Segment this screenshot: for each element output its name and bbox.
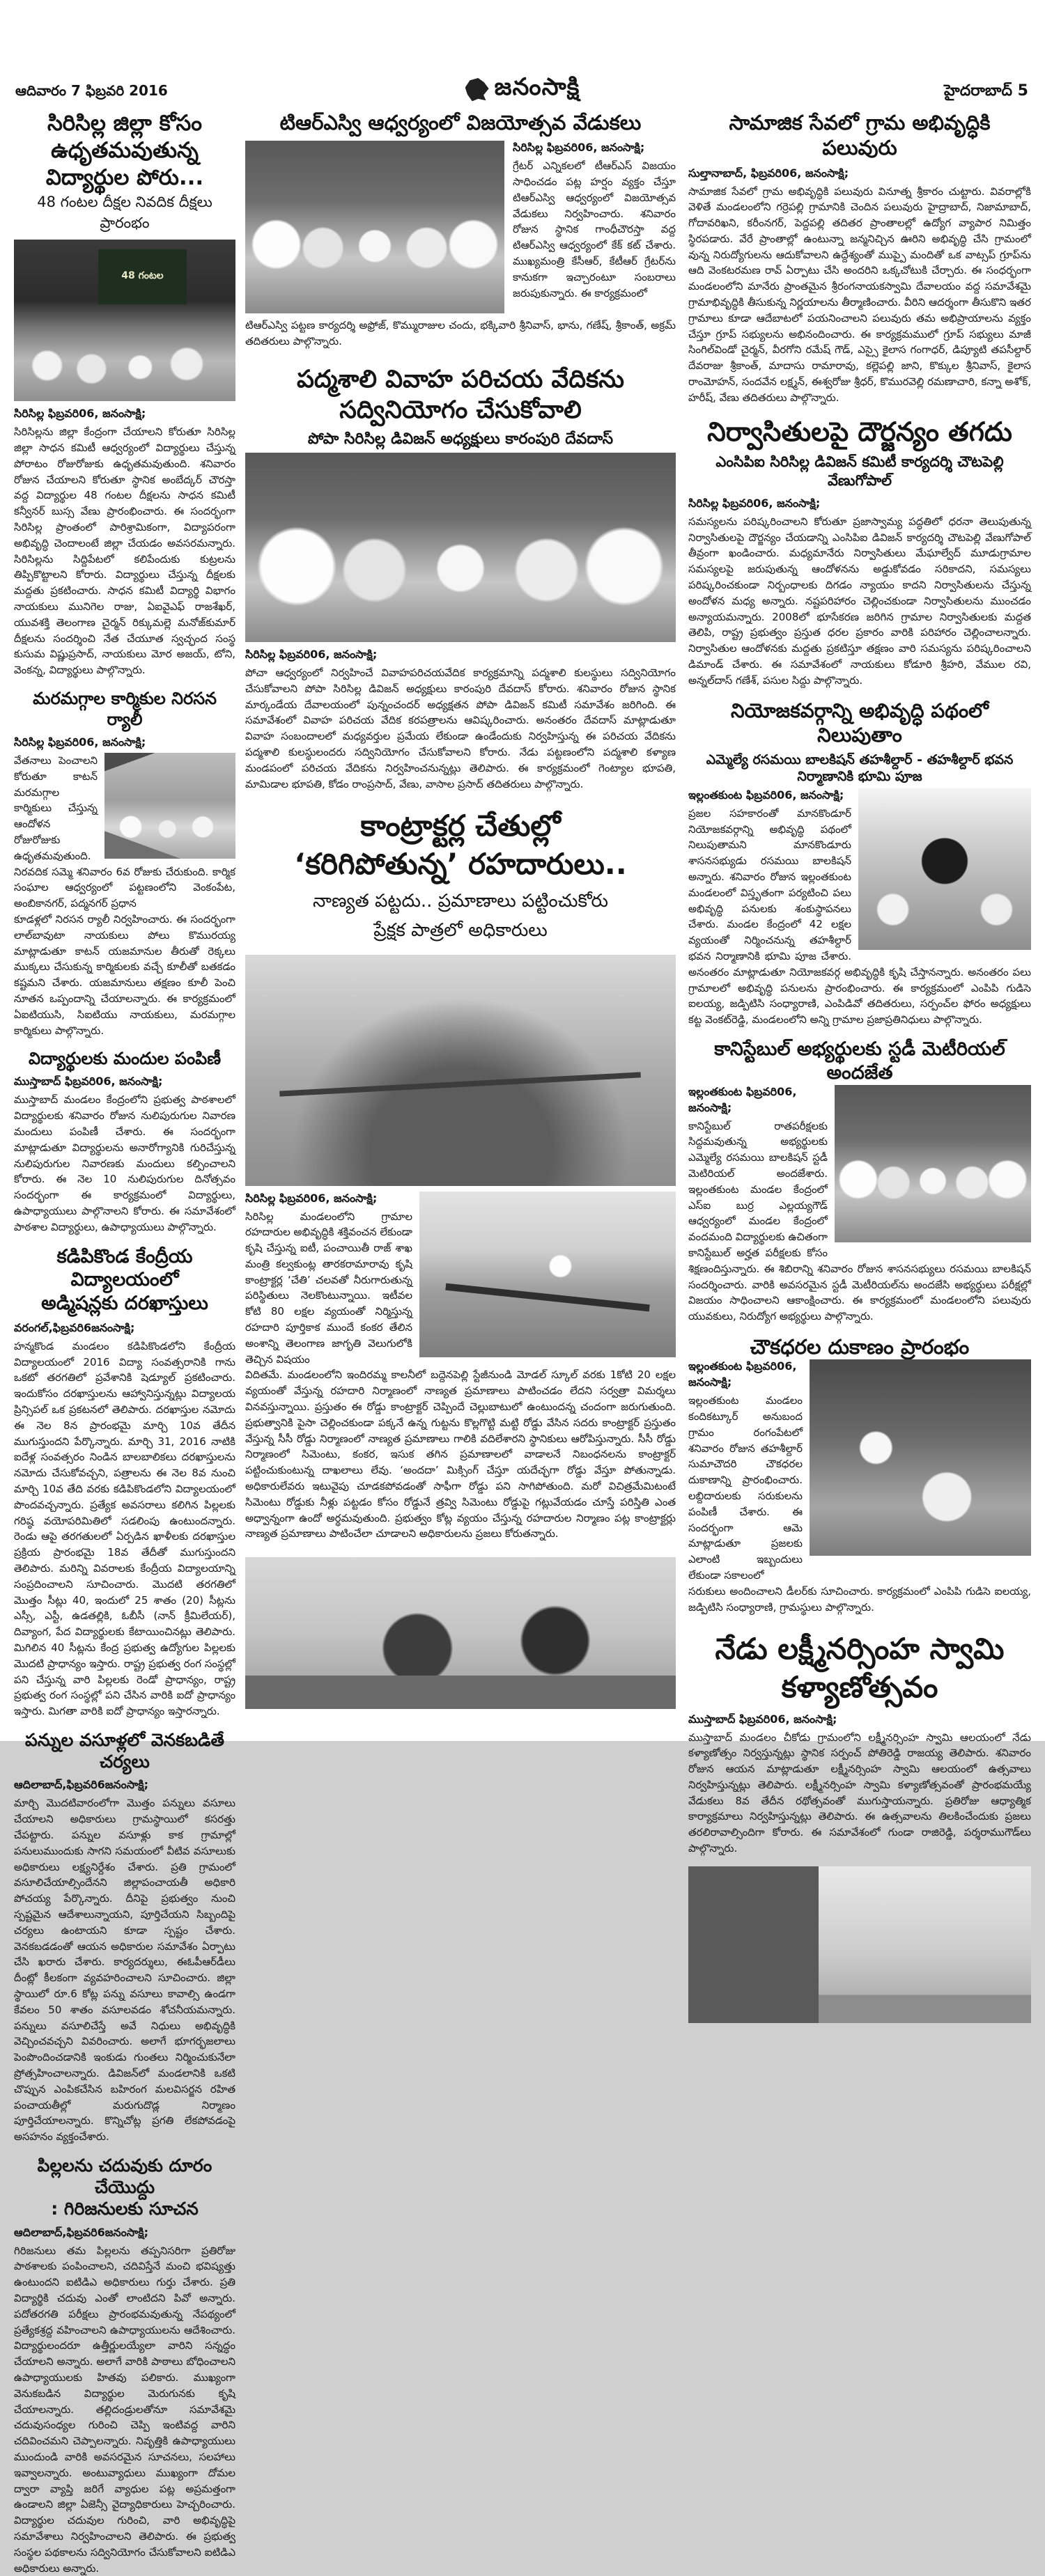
article-headline: కళ్యాణోత్సవం [781, 1669, 938, 1704]
article-body: గిరిజనులు తమ పిల్లలను తప్పనిసరిగా ప్రతిరోజు పాఠశాలకు పంపించాలని, చదివిస్తేనే మంచి భవిష్యత్తు ఉంటుందని ఐటిడిఎ అధికారులు గుర్తు చేశారు. ప్రతి విద్యార్థికి చదువు ఎంతో లాంటిదని పివో అన్నారు. పదోతరగతి పరీక్షలు ప్రారంభమవుతున్న నేపథ్యంలో ప్రత్యేకశ్రద్ద వహించాలని ఉపాధ్యాయులను ఆదేశించారు. విద్యార్థులందరూ ఉత్తీర్ణులయ్యేలా వారిని సన్నద్ధం చేయాలని అన్నారు. అలాగే వారికి పాఠాలు బోధించాలని ఉపాధ్యాయులకు హితవు పలికారు. ముఖ్యంగా వెనుకబడిన విద్యార్థుల మెరుగునకు కృషి చేయాలన్నారు. తల్లిదండ్రులతోనూ సమావేశమై చదువుసంధ్యల గురించి చెప్పి ఇంటివద్ద వారిని చదివించమని చెప్పాలన్నారు. నివృత్తికి ఉపాధ్యాయులు ముందుండి వారికి అవసరమైన సూచనలు, సలహాలు ఇవ్వాలన్నారు. అంటువ్యాధులు ముఖ్యంగా దోమల ద్వారా వ్యాప్తి జరిగే వ్యాధుల పట్ల అప్రమత్తంగా ఉండాలని జిల్లా ఏజెన్సీ వైద్యాధికారులు హెచ్చరించారు. విద్యార్థుల చదువుల గురించి, వారి అభివృద్ధిపై సమావేశాలు నిర్వహించాలని తెలిపారు. ఈ ప్రభుత్వ సంస్థల పథకాలను సద్వినియోగం చేసుకోవాలని ఐటిడిఎ అధికారులు అన్నారు. [14, 2244, 235, 2575]
article-subhead: ఎంసిపిఐ సిరిసిల్ల డివిజన్ కమిటీ కార్యదర్శి చౌటపెల్లి వేణుగోపాల్ [715, 453, 1004, 490]
dateline: సిరిసిల్ల ఫిబ్రవరి06, జనంసాక్షి; [513, 141, 645, 155]
dateline: సుల్తానాబాద్, ఫిబ్రవరి06, జనంసాక్షి; [688, 166, 849, 180]
dateline: ముస్తాబాద్ ఫిబ్రవరి06, జనంసాక్షి; [688, 1712, 837, 1726]
article-body: సరుకులు అందించాలని డీలర్‌కు సూచించారు. కార్యక్రమంలో ఎంపిపి గుడిసె ఐలయ్య, జడ్పిటిసి సంధ్యారాణి, గ్రామస్థులు పాల్గొన్నారు. [688, 1584, 1031, 1614]
article-body: మార్చి మొదటివారంలోగా మొత్తం పన్నులు వసూలు చేయాలని అధికారులు గ్రామస్థాయిలో కసరత్తు చేపట్టారు. పన్నుల వసూళ్లు కాక గ్రామాల్లో పనులుముందుకు సాగని సమయంలో వీటివ వసూలుకు అధికారులు లక్ష్యనిర్దేశం చేశారు. ప్రతి గ్రామంలో వసూలిచేయాల్సిందేనని జిల్లాపంచాయతీ అధికారి పోచయ్య పేర్కొన్నారు. దీనిపై ప్రభుత్వం నుంచి స్పష్టమైన ఆదేశాలున్నాయని, పూర్తిచేయని సిబ్బందిపై చర్యలు ఉంటాయని కూడా స్పష్టం చేశారు. వెనకబడడంతో ఆయన అధికారుల సమావేశం ఏర్పాటు చేసి ఖరారు చేశారు. కార్యదర్శులు, ఈఓపీఆర్‌డీలు దీంట్లో కీలకంగా వ్యవహరించాలని సూచించారు. జిల్లా స్థాయిలో రూ.6 కోట్ల పన్ను వసూలు కావాల్సి ఉండగా కేవలం 50 శాతం వసూలవడం శోచనీయమన్నారు. పన్నులు వసూలిచేస్తే అవే నిధులు అభివృద్ధికి వెచ్చించవచ్చని వివరించారు. అలాగే భూగర్భజలాలు పెంపొందించడానికి ఇంకుడు గుంతలు నిర్మించుకునేలా ప్రోత్సహించాలన్నారు. డివిజన్‌లో మండలానికి ఒకటి చొప్పున ఎంపికచేసిన బహిరంగ మలవిసర్జన రహిత పంచాయతీల్లో మరుగుదొడ్ల నిర్మాణం పూర్తిచేయాలన్నారు. కొన్నిచోట్ల ప్రగతి లేకపోవడంపై అసహనం వ్యక్తంచేశారు. [14, 1797, 235, 2144]
masthead-logo-icon [465, 78, 489, 102]
dateline: సిరిసిల్ల ఫిబ్రవరి06, జనంసాక్షి; [245, 647, 378, 661]
article-body: కానిస్టేబుల్ రాతపరీక్షలకు సిద్దమవుతున్న అభ్యర్థులకు ఎమ్మెల్యే రసమయి బాలకిషన్ స్టడీ మెటిరియల్ అందజేశారు. ఇల్లంతకుంట మండల కేంద్రంలో ఎస్ఐ బుర్ర ఎల్లయ్యగౌడ్ ఆధ్వర్యంలో మండల కేంద్రంలో వందమంది విద్యార్థులకు ఉచితంగా కానిస్టేబుల్ అర్హత పరీక్షలకు కోసం శిక్షణందిస్తున్నారు. ఈ శిబిరాన్ని శనివారం రోజున శాసనసభ్యులు రసమయి బాలకిషన్ సందర్శించారు. వారికి అవసరమైన స్టడీ మెటీరియల్‌ను అందజేసి అభ్యర్థులు పరీక్షల్లో విజయం సాధించాలని ఆకాంక్షించారు. ఈ కార్యక్రమంలో మండలంలోని పలువురు యువకులు, నిరుద్యోగ అభ్యర్థులు పాల్గొన్నారు. [688, 1119, 1031, 1323]
photo-study-material [835, 1085, 1031, 1242]
article-body: ప్రజల సహకారంతో మానకొండూర్ నియోజకవర్గాన్ని అభివృద్ధి పథంలో నిలుపుతామని మానకొండూరు శాసనసభ్యుడు రసమయి బాలకిషన్ అన్నారు. శనివారం రోజున ఇల్లంతకుంట మండలంలో విస్తృతంగా పర్యటించి పలు అభివృద్ధి పనులకు శంకుస్థాపనలు చేశారు. మండల కేంద్రంలో 42 లక్షల వ్యయంతో నిర్మించనున్న తహశీల్దార్ భవన నిర్మాణానికి భూమి పూజ చేశారు. అనంతరం మాట్లాడుతూ నియోజకవర్గ అభివృద్ధికి కృషి చేస్తానన్నారు. అనంతరం పలు గ్రామాలలో అభివృద్ధి పనులను ప్రారంభించారు. ఈ కార్యక్రమంలో ఎంపిపి గుడిసె ఐలయ్య, జడ్పిటిసి సంధ్యారాణి, ఎంపిడివో తదితరులు, సర్పంచ్‌ల ఫోరం అధ్యక్షులు కట్ట వెంకట్‌రెడ్డి, మండలంలోని అన్ని గ్రామాల ప్రజాప్రతినిధులు పాల్గొన్నారు. [688, 806, 1031, 1027]
photo-padmashali-meeting [245, 453, 676, 642]
article-headline: సిరిసిల్ల జిల్లా కోసం [47, 111, 202, 136]
dateline: ఆదిలాబాద్,ఫిబ్రవరి6జనంసాక్షి; [14, 1778, 149, 1792]
article-headline: నిర్వాసితులపై దౌర్జన్యం తగదు [707, 416, 1012, 447]
city-page-number: హైదరాబాద్ 5 [944, 82, 1028, 100]
article-headline: సద్వినియోగం చేసుకోవాలి [339, 396, 582, 424]
article-body: సమస్యలను పరిష్కరించాలని కోరుతూ ప్రజాస్వామ్య పద్ధతిలో ధరనా తెలుపుతున్న నిర్వాసితులపై దౌర్జన్యం చేయడాన్ని ఎంసిపిఐ డివిజన్ కార్యదర్శి చౌటపెల్లి వేణుగోపాల్ తీవ్రంగా ఖండించారు. మధ్యమానేరు నిర్వాసితులు మేఘాల్వేద్ మూడుగ్రామాల సమస్యలపై జరుపుతున్న ఆందోళనను అడ్డుకోవడం సరికాదని, సమస్యలు పరిష్కరించకుండా నిర్బంధాలకు దిగడం న్యాయం కాదని నిర్వాసితులను చేస్తున్న అందోళన మధ్య అన్నారు. నష్టపరిహారం చెల్లించకుండా నిర్వాసితులను ముంచడం అన్యాయమన్నారు. 2008లో భూసేకరణ జరిగిన గ్రామాల నిర్వాసితులకు మద్దత తెలిపి, రాష్ట్ర ప్రభుత్వం ప్రస్తుత ధరల ప్రకారం వారికి పరిహారం చెల్లించాలన్నారు. నిర్వాసితుల ఆందోళనకు మద్దతు ప్రకటిస్తూ తక్షణం వారి సమస్యను పరిష్కరించాలని డిమాండ్ చేశారు. ఈ సమావేశంలో నాయకులు కోడూరి శ్రీహరి, వేముల రవి, అన్నల్‌దాస్ గణేశ్, పసుల సిద్దు పాల్గొన్నారు. [688, 515, 1031, 687]
article-body: విదితమే. మండలంలోని ఇందిరమ్మ కాలనీలో బద్దెనపెల్లి స్టేజీనుండి మోడల్ స్కూల్ వరకు 1కోటి 20 లక్షల వ్యయంతో వేస్తున్న రహదారి నిర్మాణంలో నాణ్యత ప్రమాణాలు పాటించడం లేదని సర్వత్రా విమర్శలు వినవస్తున్నాయి. ప్రస్తుతం ఈ రోడ్డు కాంట్రాక్టర్ చెప్పిందే చెల్లుబాటులో ఉంటుందన్న చందంగా జరుగుతుంది. ప్రభుత్వానికి పైసా చెల్లించకుండా పక్కనే ఉన్న గుట్టను కొల్లగొట్టి మట్టి రోడ్డు వేసిన సదరు కాంట్రాక్టర్ ప్రస్తుతం వేస్తున్న సీసీ రోడ్డు నిర్మాణంలో నాణ్యత ప్రమాణాలు గాలికి వదిలేశారని స్థానికులు ఆరోపిస్తున్నారు. సీసీ రోడ్డు నిర్మాణంలో సిమెంటు, కంకర, ఇసుక తగిన ప్రమాణాలలో వాడాలనే నిబంధనలను కాంట్రాక్టర్ పట్టించుకుంటున్న దాఖలాలు లేవు. ‘అందదా’ మిక్సింగ్ చేస్తూ యదేచ్ఛగా రోడ్డు వేస్తూ పోతున్నాడు. అధికారులేవరు ఇటువైపు చూడకపోవడంతో సాఫీగా రోడ్డు పని సాగిపోతుంది. మరో విచిత్రమేమిటంటే సిమెంటు రోడ్డుకు నీళ్లు పట్టడం కోసం రోడ్డునే త్రవ్వి సిమెంటు రోడ్డుపై గట్లువేయడం చూస్తే పరిస్తితి ఎంత అధ్వాన్నంగా ఉందో అర్థమవుతుంది. ప్రభుత్వం కోట్ల వ్యయం చేస్తున్న రహదారుల నిర్మాణం పట్ల కాంట్రాక్టర్లు నాణ్యత ప్రమాణాలు పాటించేలా చూడాలని అధికారులను ప్రజలు కోరుతన్నారు. [245, 1368, 676, 1540]
article-headline: నియోజకవర్గాన్ని అభివృద్ధి పథంలో నిలుపుతాం [730, 698, 989, 747]
article-subhead: పోపా సిరిసిల్ల డివిజన్ అధ్యక్షులు కారంపురి దేవదాస్ [307, 430, 614, 448]
dateline: ముస్తాబాద్ ఫిబ్రవరి06, జనంసాక్షి; [14, 1075, 163, 1088]
article-body: సామాజిక సేవలో గ్రామ అభివృద్ధికి పలువురు వినూత్న శ్రీకారం చుట్టారు. వివరాల్లోకి వెళితే మండలంలోని గర్రెపల్లి గ్రామానికి చెందిన పలువురు హైద్రాబాద్, నిజామాబాద్, గోదావరిఖని, కరీంనగర్, పెద్దపల్లి తదితర ప్రాంతాలల్లో ఉద్యోగ వ్యాపార నిమిత్తం స్థిరపడారు. వేరే ప్రాంతాల్లో ఉంటున్నా జన్మనిచ్చిన ఊరిని అభివృద్ధి చేసి గ్రామంలో వున్న నిరుద్యోగులను ఆదుకోవాలని ఉద్దేశ్యంతో ముప్పై మందితో ఒక వాట్సప్ గ్రూప్‌ను ఆది వెంకటరమణ రావ్ ఏర్పాటు చేసి అందరిని ఒక్కచోటుకి చేర్చారు. ఈ సంధర్భంగా మండలంలోని మానేరు ప్రాంతమైన శ్రీరంగనాయకస్వామి దేవాలయం వద్ద సమావేశమై గ్రామాభివృద్ధికి తీసుకున్న నిర్ణయాలను తీర్మాణించారు. వీరిని ఆదర్శంగా తీసుకొని ఇతర గ్రామాలు కూడా ఆదేబాటలో పయనించాలని పలువురు తమ అభిప్రాయాలను వ్యక్తం చేస్తూ గ్రూప్ సభ్యులను అభినందించారు. ఈ కార్యక్రమములో గ్రూప్ సభ్యులు మాజీ సింగిల్‌విండో చైర్మన్, వీరగోని రమేష్ గౌడ్, ఎస్సై కైలాస గంగాధర్, డిప్యూటి తపసీల్దార్ దేవరాజు శ్రీకాంత్, మాదాసు రామారావు, కల్లెపల్లి జాని, కొక్కుల శ్రీనివాస్, కైలాస రాంమోహన్, సందవేన లక్ష్మన్, ఈశ్వరోజు శ్రీధర్, కొమురవెల్లి రమణాచారి, కన్నా అశోక్, హరీష్, వేణు తదితరులు పాల్గొన్నారు. [688, 185, 1031, 404]
photo-road-inspection [419, 1192, 676, 1357]
dateline: సిరిసిల్ల ఫిబ్రవరి06, జనంసాక్షి; [688, 496, 821, 510]
article-body: ముస్తాబాద్ మండలం చీకోడు గ్రామంలోని లక్ష్మీనర్సింహ స్వామి ఆలయంలో నేడు కళ్యాణోత్సం నిర్వస్తున్నట్లు స్థానిక సర్పంచ్ పోతిరెడ్డి రాజయ్య తెలిపారు. శనివారం రోజున ఆయన మాట్లాడుతూ లక్ష్మీనర్సింహ స్వామి ఆలయంలో ఉత్సవాలు నిర్వహిస్తున్నట్లు తెలిపారు. లక్ష్మీనర్సింహ స్వామి కళ్యాణోత్సవంతో ప్రారంభమయ్యే వేడుకలు 8వ తేదీన రథోత్సవంతో ముగుస్తాయన్నారు. ప్రతిరోజు ఆధ్యాత్మిక కార్యాక్రమాలు నిర్వహిస్తున్నట్లు తెలిపారు. ఈ ఉత్సవాలను తిలకించేందుకు ప్రజలు తరలిరావాల్సిందిగా కోరారు. ఈ సమావేశంలో గుండా రాజిరెడ్డి, పర్శరాముగౌడ్‌లు పాల్గొన్నారు. [688, 1731, 1031, 1855]
dateline: వరంగల్,ఫిబ్రవరి6జనంసాక్షి; [14, 1320, 135, 1334]
dateline: ఇల్లంతకుంట ఫిబ్రవరి06, జనంసాక్షి; [688, 788, 844, 802]
photo-bhoomi-pooja [858, 788, 1031, 950]
article-headline: పద్మశాలి వివాహ పరిచయ వేదికను [297, 365, 624, 393]
masthead [0, 73, 1045, 107]
article-body: పోచా ఆధ్వర్యంలో నిర్వహించే వివాహపరిచయవేదిక కార్యక్రమాన్ని పద్మశాలి కులస్థులు సద్వినియోగం చేసుకోవాలని పోపా సిరిసిల్ల డివిజన్ అధ్యక్షులు కారంపురి దేవదాస్ కోరారు. శనివారం రోజున స్థానిక మార్కండేయ దేవాలయంలో పున్నంచందర్ అధ్యక్షతన పోపా డివిజన్ కమిటీ సమావేశం జరిగింది. ఈ సమావేశంలో వివాహ పరిచయ వేదిక కరపత్రాలను ఆవిష్కరించారు. అనంతరం దేవదాస్ మాట్లాడుతూ వివాహ సంబందాలలో మధ్యవర్తుల ప్రమేయ లేకుండా ఉండేందుకు నిర్వహిస్తున్న ఈ పరిచయ వేదికను పద్మశాలి కులస్థులందరు సద్వినియోగం చేసుకోవాలని కోరారు. నేడు పట్టణంలోని పద్మశాలి కళ్యాణ మండపంలో పరిచయ వేదికను నిర్వహించనున్నట్లు తెలిపారు. ఈ కార్యక్రమంలో గెంట్యాల భూపతి, మామిడాల భూపతి, కోడం రాంప్రసాద్, వేణు, వాసాల ప్రసాద్ తదితరులు పాల్గొన్నారు. [245, 666, 676, 790]
article-body: సిరిసిల్లను జిల్లా కేంద్రంగా చేయాలని కోరుతూ సిరిసిల్ల జిల్లా సాధన కమిటీ ఆధ్వర్యంలో విద్యార్థులు చేస్తున్న పోరాటం రోజురోజుకు ఉధృతమవుతుంది. శనివారం రోజున చేయాలని కోరుతూ స్థానిక అంబేద్కర్ చౌరస్తా వద్ద విద్యార్థుల 48 గంటల దీక్షలను సాధన కమిటీ కన్వీనర్ బుస్స వేణు ప్రారంభించారు. ఈ సందర్భంగా సిరిసిల్ల ప్రాంతంలో పారిశ్రామికంగా, విద్యాపరంగా అభివృద్ధి చెందాలంటే జిల్లా చేయడం అవసరమన్నారు. సిరిసిల్లను సిద్దిపేటలో కలిపేందుకు కుట్రలను తిప్పికొట్టాలని కోరారు. విద్యార్థులు చేస్తున్న దీక్షలకు మద్దతు ప్రకటించారు. సాధన కమిటీ విద్యార్థి విభాగం నాయకులు మునిగెల రాజు, ఏఐవైఎఫ్ రాజశేఖర్, యువశక్తి తెలంగాణ చైర్మన్ రిక్కుమల్లె మనోజ్‌కుమార్ దీక్షలను సందర్శించి నేత చేయూత స్వచ్ఛంద సంస్థ కుసుమ విష్ణుప్రసాద్, నాయకులు మోర అజయ్, టోని, వెంకన్న, విద్యార్థులు పాల్గొన్నారు. [14, 426, 235, 677]
article-body: వేతనాలు పెంచాలని కోరుతూ కాటన్ మరమగ్గాల కార్మికులు చేస్తున్న ఆందోళన రోజురోజుకు ఉధృతమవుతుంది. నిరవదిక సమ్మె శనివారం 6వ రోజుకు చేరుకుంది. కార్మిక సంఘాల ఆధ్వర్యంలో పట్టణంలోని వెంకంపేట, అంబికానగర్, పద్మనగర్ ప్రధాన [14, 754, 235, 910]
photo-damaged-road [245, 955, 676, 1186]
article-subhead: 48 గంటల దీక్షల నివదిక దీక్షలు ప్రారంభం [37, 194, 212, 232]
article-body: సిరిసిల్ల మండలంలోని గ్రామాల రహదారుల అభివృద్ధికి శక్తివంచన లేకుండా కృషి చేస్తున్న ఐటీ, పంచాయితీ రాజ్ శాఖ మంత్రి కల్వకుంట్ల తారకరామారావు కృషి కాంట్రాక్టర్ల ‘చేతి’ చలవతో నీరుగారుతున్న పరిస్థితులు నెలకొంటున్నాయి. ఇటీవల కోటి 80 లక్షల వ్యయంతో నిర్మిస్తున్న రహదారి పూర్తికాక ముందే కంకర తేలిన అంశాన్ని తెలంగాణ జాగృతి వెలుగులోకి తెచ్చిన విషయం [245, 1210, 412, 1366]
dateline: సిరిసిల్ల ఫిబ్రవరి06, జనంసాక్షి; [14, 407, 146, 421]
article-headline: : గిరిజనులకు సూచన [51, 2199, 199, 2219]
edition-date: ఆదివారం 7 ఫిబ్రవరి 2016 [15, 82, 168, 99]
masthead-title: జనంసాక్షి [494, 73, 580, 101]
article-headline: పిల్లలను చదువుకు దూరం చేయొద్దు [37, 2155, 212, 2198]
dateline: సిరిసిల్ల ఫిబ్రవరి06, జనంసాక్షి; [14, 735, 146, 749]
article-headline: చౌకధరల దుకాణం ప్రారంభం [750, 1334, 970, 1359]
article-subhead: ఎమ్మెల్యే రసమయి బాలకిషన్ తహశీల్దార్ - తహశీల్దార్ భవన నిర్మాణానికి భూమి పూజ [706, 751, 1014, 785]
article-headline: పన్నుల వసూళ్లలో వెనకబడితే చర్యలు [25, 1729, 224, 1772]
article-body: టిఆర్ఎస్వి పట్టణ కార్యదర్శి అఫ్రోజ్, కొమ్మురాజుల చందు, భక్కివారి శ్రీనివాస్, భాను, గణేష్, శ్రీకాంత్, అక్రమ్ తదితరులు పాల్గొన్నారు. [245, 319, 676, 348]
photo-road-machinery [245, 1557, 676, 1709]
article-headline: నేడు లక్ష్మీనర్సింహ స్వామి [715, 1632, 1005, 1666]
photo-banner-text: 48 గంటల [98, 249, 187, 304]
column-right [688, 110, 1031, 1855]
article-subhead: నాణ్యత పట్టదు.. ప్రమాణాలు పట్టించుకోరు [313, 890, 608, 912]
photo-ration-shop [810, 1359, 1031, 1556]
article-body: గ్రేటర్ ఎన్నికలలో టీఆర్ఎస్ విజయం సాధించడం పట్ల హర్షం వ్యక్తం చేస్తూ టిఆర్ఎస్వి ఆధ్వర్యంలో విజయోత్సవ వేడుకలు నిర్వహించారు. శనివారం రోజున స్థానిక గాంధీచౌరస్తా వద్ద టిఆర్ఎస్వి ఆధ్వర్యంలో కేక్ కట్ చేశారు. ముఖ్యమంత్రి కేసీఆర్, కేటీఆర్ గ్రేటర్‌ను కానుకగా ఇచ్చారంటూ సంబరాలు జరుపుకున్నారు. ఈ కార్యక్రమంలో [513, 159, 676, 299]
photo-workers-rally [104, 753, 235, 859]
dateline: సిరిసిల్ల ఫిబ్రవరి06, జనంసాక్షి; [245, 1191, 378, 1205]
article-headline: విద్యార్థులకు మందుల పంపిణీ [28, 1049, 222, 1069]
article-headline: సామాజిక సేవలో గ్రామ అభివృద్ధికి పలువురు [729, 111, 991, 160]
photo-trsv-celebration [245, 141, 504, 313]
article-body: ఇల్లంతకుంట మండలం కందికట్కూర్ అనుబంద గ్రామం రంగంపేటలో శనివారం రోజున తహశీల్దార్ సుమాచౌదరి చౌకధరల దుకాణాన్ని ప్రారంభించారు. లబ్దిదారులకు సరుకులను పంపిణీ చేశారు. ఈ సందర్భంగా ఆమె మాట్లాడుతూ ప్రజలకు ఎలాంటి ఇబ్బందులు లేకుండా సకాలంలో [688, 1394, 803, 1582]
column-middle [245, 110, 676, 1733]
article-body: కూడళ్లలో నిరసన ర్యాలీ నిర్వహించారు. ఈ సందర్భంగా లాల్‌బావుటా నాయకులు పోలు కొమురయ్య మాట్లాడుతూ కాటన్ యజమానుల తీరుతో రెక్కలు ముక్కలు చేసుకున్న కార్మికులకు వచ్చే కూలీతో బతకడం కష్టమని చేశారు. యజమానులు తక్షణం కూలీ పెంచి నూతన ఒప్పందాన్ని చేయాలన్నారు. ఈ కార్యక్రమంలో ఏఐటియుసి, సిఐటియు నాయకులు, మరమగ్గాల కార్మికులు పాల్గొన్నారు. [14, 912, 235, 1037]
article-subhead: ప్రేక్షక పాత్రలో అధికారులు [373, 919, 548, 941]
dateline: ఇల్లంతకుంట ఫిబ్రవరి06, జనంసాక్షి; [688, 1359, 797, 1389]
article-headline: అడ్మిషన్లకు దరఖాస్తులు [41, 1293, 208, 1315]
article-body: ముస్తాబాద్ మండలం కేంద్రంలోని ప్రభుత్వ పాఠశాలలో విద్యార్థులకు శనివారం రోజున నులిపురుగుల నివారణ మందులు పంపిణీ చేశారు. ఈ సందర్భంగా మాట్లాడుతూ విద్యార్థులను అనారోగ్యానికి గురిచేస్తున్న నులిపురుగుల నివారణకు మందులు కల్పించాలని కోరారు. ఈ నెల 10 నులిపురుగుల దినోత్సవం సందర్భంగా ఈ కార్యక్రమంలో విద్యార్థులు, ఉపాధ్యాయులు పాల్గొనాలని కోరారు. ఈ సమావేశంలో పాఠశాల విద్యార్థులు, ఉపాధ్యాయులు పాల్గొన్నారు. [14, 1093, 235, 1233]
dateline: ఆదిలాబాద్,ఫిబ్రవరి6జనంసాక్షి; [14, 2225, 149, 2239]
photo-students-dharna [14, 240, 235, 401]
article-headline: టిఆర్ఎస్వి ఆధ్వర్యంలో విజయోత్సవ వేడుకలు [279, 111, 642, 134]
article-headline: ‘కరిగిపోతున్న’ రహదారులు.. [294, 846, 627, 881]
photo-temple-kalyanotsavam [688, 1866, 1031, 2023]
dateline: ఇల్లంతకుంట ఫిబ్రవరి06, జనంసాక్షి; [688, 1084, 797, 1114]
column-left [14, 110, 235, 2575]
article-headline: కాంట్రాక్టర్ల చేతుల్లో [360, 809, 561, 843]
article-headline: కానిస్టేబుల్ అభ్యర్థులకు స్టడీ మెటీరియల్ అందజేత [714, 1038, 1005, 1084]
article-headline: మరమగ్గాల కార్మికుల నిరసన ర్యాలీ [33, 689, 217, 729]
article-headline: ఉధృతమవుతున్న విద్యార్థుల పోరు... [45, 137, 204, 190]
article-body: హన్మకొండ మండలం కడిపికొండలోని కేంద్రీయ విద్యాలయంలో 2016 విద్యా సంవత్సరానికి గాను ఒకటో తరగతిలో ప్రవేశానికి షెడ్యూల్ ప్రకటించారు. ఇందుకోసం దరఖాస్తులను ఆహ్వానిస్తున్నట్లు విద్యాలయ ప్రిన్సిపల్ ఒక ప్రకటనలో తెలిపారు. దరఖాస్తుల నమోదు ఈ నెల 8న ప్రారంభమై మార్చి 10వ తేదీన ముగుస్తుందని పేర్కొన్నారు. మార్చి 31, 2016 నాటికి ఐదేళ్ల సంవత్సరం నిండిన బాలబాలికలు దరఖాస్తులను నమోదు చేసుకోవచ్చని, పత్రాలను ఈ నెల 8వ నుంచి మార్చి 10వ తేది వరకు కడిపికొండలోని విద్యాలయంలో పొందవచ్చన్నారు. ప్రత్యేక అవసరాలు కలిగిన పిల్లలకు గరిష్ఠ వయోపరిమితిలో సడలింపు ఉంటుందన్నారు. రెండు ఆపై తరగతులలో ఏర్పడిన ఖాళీలకు దరఖాస్తుల ప్రక్రియ ప్రారంభమై 18వ తేదీతో ముగుస్తుందని తెలిపారు. మరిన్ని వివరాలకు కేంద్రీయ విద్యాలయాన్ని సంప్రదించాలని సూచించారు. మొదటి తరగతిలో మొత్తం సీట్లు 40, ఇందులో 25 శాతం (20) సీట్లను ఎస్సీ, ఎస్టీ, ఉడతల్లికి, ఓబీసీ (నాన్ క్రీమిలేయర్), దివ్యాంగ, పేద విద్యార్థులకు కేటాయించినట్లు తెలిపారు. మిగిలిన 40 సీట్లను కేంద్ర ప్రభుత్వ ఉద్యోగుల పిల్లలకు మొదటి ప్రాధాన్యం ఇస్తారు. రాష్ట్ర ప్రభుత్వ రంగ సంస్థల్లో పని చేస్తున్న వారి పిల్లలకు రెండో ప్రాధాన్యం, రాష్ట్ర ప్రభుత్వ రంగ సంస్థల్లో పని చేసిన వారికి ఐదో ప్రాధాన్యం ఇస్తారు. మిగతా వారికి ఐదో ప్రాధాన్యం ఇస్తారన్నారు. [14, 1339, 235, 1718]
article-headline: కడిపికొండ కేంద్రీయ విద్యాలయంలో [56, 1245, 193, 1291]
